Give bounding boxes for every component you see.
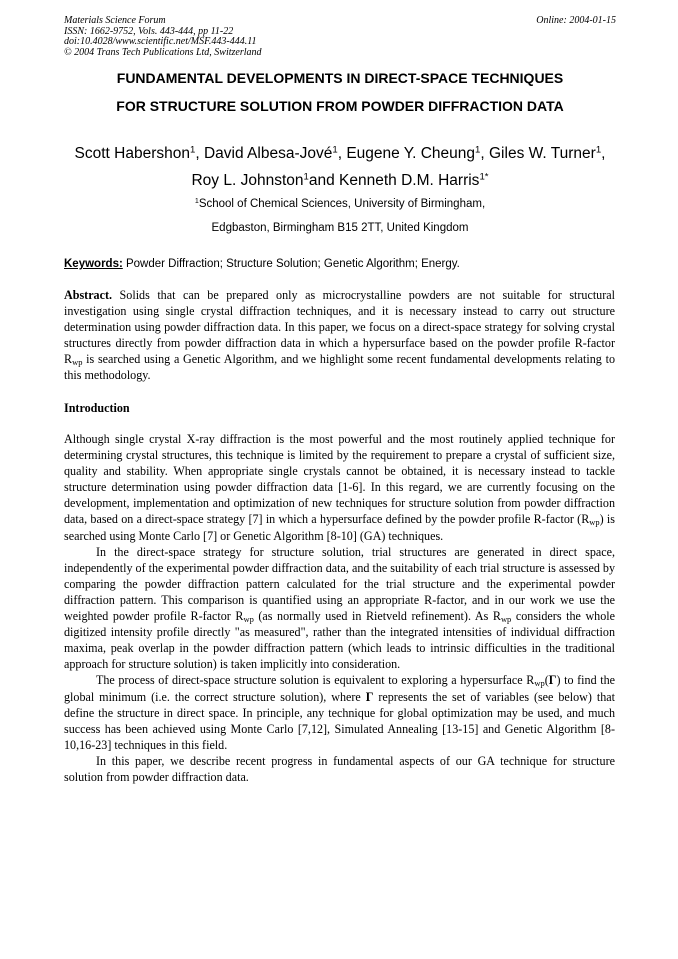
author-separator: , [601,145,606,162]
author-affiliation-mark: 1 [190,144,196,156]
author-name: Kenneth D.M. Harris [339,172,480,189]
abstract: Abstract. Solids that can be prepared only as microcrystalline powders are not suitable for structural investigation using single crystal diffraction techniques, and it is necessary instead to carry out structure determination using powder diffraction data. In this paper, we focus on a direct-space strategy for solving crystal structures directly from powder diffraction data in which a hypersurface based on the powder profile R-factor $R_{wp}$ is searched using a Genetic Algorithm, and we highlight some recent fundamental developments relating to this methodology. [64,288,615,383]
gamma-symbol: Γ [365,689,374,704]
publication-header [64,16,616,58]
keywords [64,256,616,272]
author-separator: , [480,145,489,162]
author-separator: , [337,145,347,162]
keywords-label: Keywords: [64,258,123,270]
author-affiliation-mark: 1 [595,144,602,156]
doi-line: doi:10.4028/www.scientific.net/MSF.443-444.11 [64,36,257,47]
author-affiliation-mark: 1* [479,171,489,183]
journal-name: Materials Science Forum [64,15,166,26]
title-line-2: FOR STRUCTURE SOLUTION FROM POWDER DIFFRACTION DATA [116,98,564,114]
online-date: Online: 2004-01-15 [536,15,616,26]
subscript: wp [589,517,600,528]
issn-line: ISSN: 1662-9752, Vols. 443-444, pp 11-22 [64,25,234,37]
affiliation-mark: 1 [194,197,199,206]
gamma-symbol: Γ [548,673,557,688]
affiliation-line-1: $^1$School of Chemical Sciences, University of Birmingham, [194,197,486,210]
author-separator: and [308,172,340,189]
paragraph: Although single crystal X-ray diffraction is the most powerful and the most routinely applied technique for determining crystal structures, this technique is limited by the requirement to prepare a crystal of sufficient size, quality and stability. When appropriate single crystals cannot be obtained, it is necessary instead to tackle structure determination using powder diffraction data [1-6]. In this regard, we are currently focusing on the development, implementation and optimization of new techniques for structure solution from powder diffraction data, based on a direct-space strategy [7] in which a hypersurface defined by the powder profile R-factor $(R_{wp})$ is searched using Monte Carlo [7] or Genetic Algorithm [8-10] (GA) techniques. [64,432,615,543]
subscript: wp [243,614,254,625]
section-heading-introduction: Introduction [64,401,130,415]
subscript: wp [72,357,83,368]
keywords-text: Powder Diffraction; Structure Solution; Genetic Algorithm; Energy. [122,258,460,270]
paragraph: In the direct-space strategy for structure solution, trial structures are generated in direct space, independently of the experimental powder diffraction data, and the suitability of each trial structure is assessed by comparing the powder diffraction pattern calculated for the trial structure and the experimental powder diffraction pattern. This comparison is quantified using an appropriate R-factor, and in our work we use the weighted powder profile R-factor $R_{wp}$ (as normally used in Rietveld refinement). As $R_{wp}$ considers the whole digitized intensity profile directly "as measured", rather than the integrated intensities of individual diffraction maxima, peak overlap in the powder diffraction pattern (which leads to intrinsic difficulties in the traditional approach for structure solution) is taken implicitly into consideration. [64,544,615,672]
subscript: wp [534,678,545,689]
author-name: David Albesa-Jové [203,145,333,162]
author-name: Scott Habershon [74,145,190,162]
author-separator: , [195,145,204,162]
abstract-label: Abstract. [64,288,113,302]
author-name: Giles W. Turner [489,145,596,162]
paragraph: The process of direct-space structure solution is equivalent to exploring a hypersurface $R_{wp}(\Gamma)$ to find the global minimum (i.e. the correct structure solution), where Γ represents the set of variables (see below) that define the structure in direct space. In principle, any technique for global optimization may be used, and much success has been achieved using Monte Carlo [7,12], Simulated Annealing [13-15] and Genetic Algorithm [8-10,16-23] techniques in this field. [64,673,616,752]
author-affiliation-mark: 1 [332,144,338,156]
affiliation [64,192,616,240]
author-affiliation-mark: 1 [475,144,481,156]
author-name: Roy L. Johnston [191,172,304,189]
title-line-1: FUNDAMENTAL DEVELOPMENTS IN DIRECT-SPACE TECHNIQUES [116,70,564,86]
paper-title [64,64,616,120]
subscript: wp [500,614,512,625]
copyright-line: © 2004 Trans Tech Publications Ltd, Switzerland [64,46,262,58]
author-affiliation-mark: 1 [303,171,309,183]
author-list [64,140,616,194]
affiliation-line-2: Edgbaston, Birmingham B15 2TT, United Kingdom [211,222,469,234]
introduction-body [64,431,615,785]
author-name: Eugene Y. Cheung [346,145,476,162]
paragraph: In this paper, we describe recent progress in fundamental aspects of our GA technique for structure solution from powder diffraction data. [64,753,615,784]
